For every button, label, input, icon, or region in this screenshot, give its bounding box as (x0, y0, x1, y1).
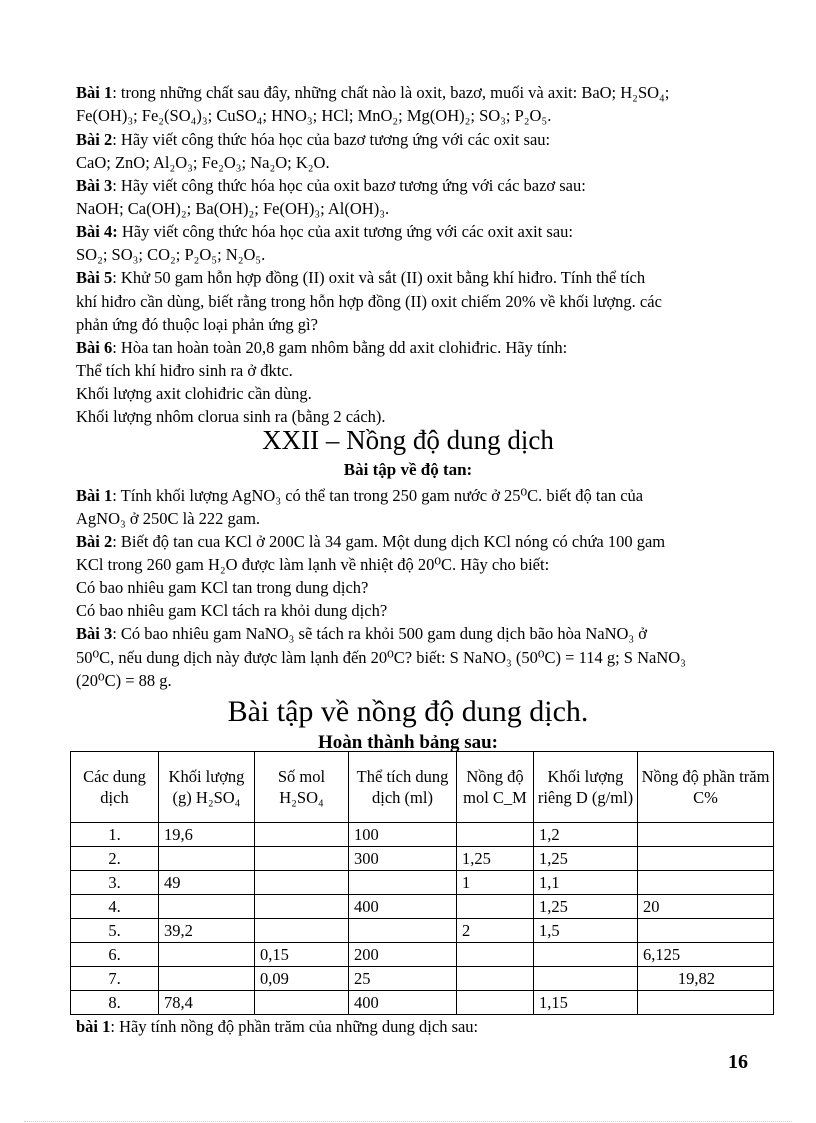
table-cell: 1,2 (534, 823, 638, 847)
concentration-table (70, 751, 774, 1015)
table-cell (457, 991, 534, 1015)
table-cell (159, 967, 255, 991)
exercise-5 (76, 266, 645, 289)
table-cell: 2 (457, 919, 534, 943)
table-cell: 0,15 (255, 943, 349, 967)
table-cell (255, 847, 349, 871)
table-cell (159, 847, 255, 871)
table-row (71, 895, 774, 919)
table-cell: 78,4 (159, 991, 255, 1015)
table-row (71, 847, 774, 871)
table-cell (349, 919, 457, 943)
exercise-label: Bài 5 (76, 268, 113, 287)
exercise-6 (76, 336, 567, 359)
table-cell (255, 871, 349, 895)
table-cell: 7. (71, 967, 159, 991)
table-cell (534, 967, 638, 991)
exercise-label: Bài 1 (76, 486, 113, 505)
exercise-label: Bài 6 (76, 338, 113, 357)
exercise-label: Bài 4: (76, 222, 118, 241)
exercise-text: : Hãy viết công thức hóa học của bazơ tương ứng với các oxit sau: (112, 130, 551, 149)
table-cell (638, 847, 774, 871)
solubility-exercise-3-line-2: 50⁰C, nếu dung dịch này được làm lạnh đến 20⁰C? biết: S NaNO₃ (50⁰C) = 114 g; S NaNO₃ (76, 648, 686, 667)
table-cell (638, 871, 774, 895)
table-cell: 400 (349, 991, 457, 1015)
table-cell: 4. (71, 895, 159, 919)
table-cell: 8. (71, 991, 159, 1015)
exercise-2-line-2: CaO; ZnO; Al₂O₃; Fe₂O₃; Na₂O; K₂O. (76, 153, 330, 172)
section-title: XXII – Nồng độ dung dịch (262, 425, 554, 455)
exercise-text: : Khử 50 gam hỗn hợp đồng (II) oxit và sắt (II) oxit bằng khí hiđro. Tính thể tích (112, 268, 646, 287)
table-cell: 0,09 (255, 967, 349, 991)
table-cell (255, 895, 349, 919)
exercise-6-line-4: Khối lượng nhôm clorua sinh ra (bằng 2 cách). (76, 407, 386, 426)
table-cell (638, 823, 774, 847)
exercise-6-line-2: Thể tích khí hiđro sinh ra ở đktc. (76, 361, 293, 380)
table-title: Hoàn thành bảng sau: (317, 732, 499, 753)
page-number: 16 (728, 1051, 748, 1073)
exercise-1-line-2: Fe(OH)₃; Fe₂(SO₄)₃; CuSO₄; HNO₃; HCl; MnO₂; Mg(OH)₂; SO₃; P₂O₅. (76, 106, 552, 125)
exercise-label: Bài 3 (76, 176, 113, 195)
table-cell (638, 991, 774, 1015)
table-cell: 49 (159, 871, 255, 895)
table-cell (457, 823, 534, 847)
exercise-text: : Có bao nhiêu gam NaNO₃ sẽ tách ra khỏi 500 gam dung dịch bão hòa NaNO₃ ở (112, 624, 648, 643)
exercise-text: : Biết độ tan cua KCl ở 200C là 34 gam. Một dung dịch KCl nóng có chứa 100 gam (112, 532, 666, 551)
exercise-text: : Tính khối lượng AgNO₃ có thể tan trong 250 gam nước ở 25⁰C. biết độ tan của (112, 486, 644, 505)
exercise-1 (76, 81, 669, 104)
table-cell: 3. (71, 871, 159, 895)
table-cell: 19,6 (159, 823, 255, 847)
header-density: Khối lượng riêng D (g/ml) (534, 752, 638, 823)
table-cell (534, 943, 638, 967)
table-cell: 1. (71, 823, 159, 847)
table-cell (255, 991, 349, 1015)
table-header-row (71, 752, 774, 823)
table-cell: 2. (71, 847, 159, 871)
table-row (71, 991, 774, 1015)
header-volume: Thể tích dung dịch (ml) (349, 752, 457, 823)
table-cell (638, 919, 774, 943)
table-cell: 6,125 (638, 943, 774, 967)
exercise-label: Bài 1 (76, 83, 113, 102)
table-row (71, 871, 774, 895)
table-cell (159, 943, 255, 967)
concentration-title: Bài tập về nồng độ dung dịch. (227, 695, 589, 728)
header-solution: Các dung dịch (71, 752, 159, 823)
table-cell: 100 (349, 823, 457, 847)
table-cell: 1 (457, 871, 534, 895)
solubility-exercise-3-line-3: (20⁰C) = 88 g. (76, 671, 172, 690)
table-cell: 1,25 (534, 847, 638, 871)
table-cell: 1,1 (534, 871, 638, 895)
footer-divider (24, 1121, 792, 1122)
header-moles: Số mol H₂SO₄ (255, 752, 349, 823)
table-cell (457, 895, 534, 919)
exercise-label: Bài 3 (76, 624, 113, 643)
exercise-4-line-2: SO₂; SO₃; CO₂; P₂O₅; N₂O₅. (76, 245, 266, 264)
exercise-label: Bài 2 (76, 130, 113, 149)
table-row (71, 919, 774, 943)
exercise-5-line-2: khí hiđro cần dùng, biết rằng trong hỗn hợp đồng (II) oxit chiếm 20% về khối lượng. các (76, 292, 662, 311)
table-cell (457, 967, 534, 991)
exercise-text: : Hãy viết công thức hóa học của oxit bazơ tương ứng với các bazơ sau: (112, 176, 586, 195)
solubility-exercise-2-line-2: KCl trong 260 gam H₂O được làm lạnh về nhiệt độ 20⁰C. Hãy cho biết: (76, 555, 550, 574)
exercise-6-line-3: Khối lượng axit clohiđric cần dùng. (76, 384, 312, 403)
last-exercise (76, 1015, 478, 1038)
table-cell (457, 943, 534, 967)
exercise-text: Hãy viết công thức hóa học của axit tương ứng với các oxit axit sau: (117, 222, 573, 241)
exercise-3-line-2: NaOH; Ca(OH)₂; Ba(OH)₂; Fe(OH)₃; Al(OH)₃. (76, 199, 390, 218)
table-cell: 19,82 (638, 967, 774, 991)
table-cell (349, 871, 457, 895)
table-cell: 200 (349, 943, 457, 967)
solubility-exercise-3 (76, 622, 647, 645)
table-cell: 300 (349, 847, 457, 871)
header-mass: Khối lượng (g) H₂SO₄ (159, 752, 255, 823)
header-percent-concentration: Nồng độ phần trăm C% (638, 752, 774, 823)
exercise-text: : trong những chất sau đây, những chất nào là oxit, bazơ, muối và axit: BaO; H₂SO₄; (112, 83, 670, 102)
solubility-exercise-2-line-3: Có bao nhiêu gam KCl tan trong dung dịch? (76, 578, 369, 597)
table-cell: 400 (349, 895, 457, 919)
table-cell: 1,5 (534, 919, 638, 943)
table-cell: 6. (71, 943, 159, 967)
exercise-label: Bài 2 (76, 532, 113, 551)
exercise-3 (76, 174, 586, 197)
header-molar-concentration: Nồng độ mol C_M (457, 752, 534, 823)
exercise-2 (76, 128, 550, 151)
table-row (71, 823, 774, 847)
table-cell (159, 895, 255, 919)
table-cell: 1,25 (457, 847, 534, 871)
solubility-exercise-1 (76, 484, 643, 507)
table-cell: 39,2 (159, 919, 255, 943)
exercise-text: : Hãy tính nồng độ phần trăm của những dung dịch sau: (110, 1017, 479, 1036)
table-cell: 5. (71, 919, 159, 943)
table-cell: 1,25 (534, 895, 638, 919)
subsection-title: Bài tập về độ tan: (343, 460, 473, 479)
table-cell: 20 (638, 895, 774, 919)
table-cell: 25 (349, 967, 457, 991)
exercise-5-line-3: phản ứng đó thuộc loại phản ứng gì? (76, 315, 318, 334)
solubility-exercise-1-line-2: AgNO₃ ở 250C là 222 gam. (76, 509, 261, 528)
exercise-4 (76, 220, 573, 243)
table-row (71, 967, 774, 991)
solubility-exercise-2 (76, 530, 665, 553)
table-row (71, 943, 774, 967)
exercise-text: : Hòa tan hoàn toàn 20,8 gam nhôm bằng dd axit clohiđric. Hãy tính: (112, 338, 568, 357)
exercise-label: bài 1 (76, 1017, 111, 1036)
table-cell: 1,15 (534, 991, 638, 1015)
table-cell (255, 823, 349, 847)
solubility-exercise-2-line-4: Có bao nhiêu gam KCl tách ra khỏi dung dịch? (76, 601, 388, 620)
table-cell (255, 919, 349, 943)
